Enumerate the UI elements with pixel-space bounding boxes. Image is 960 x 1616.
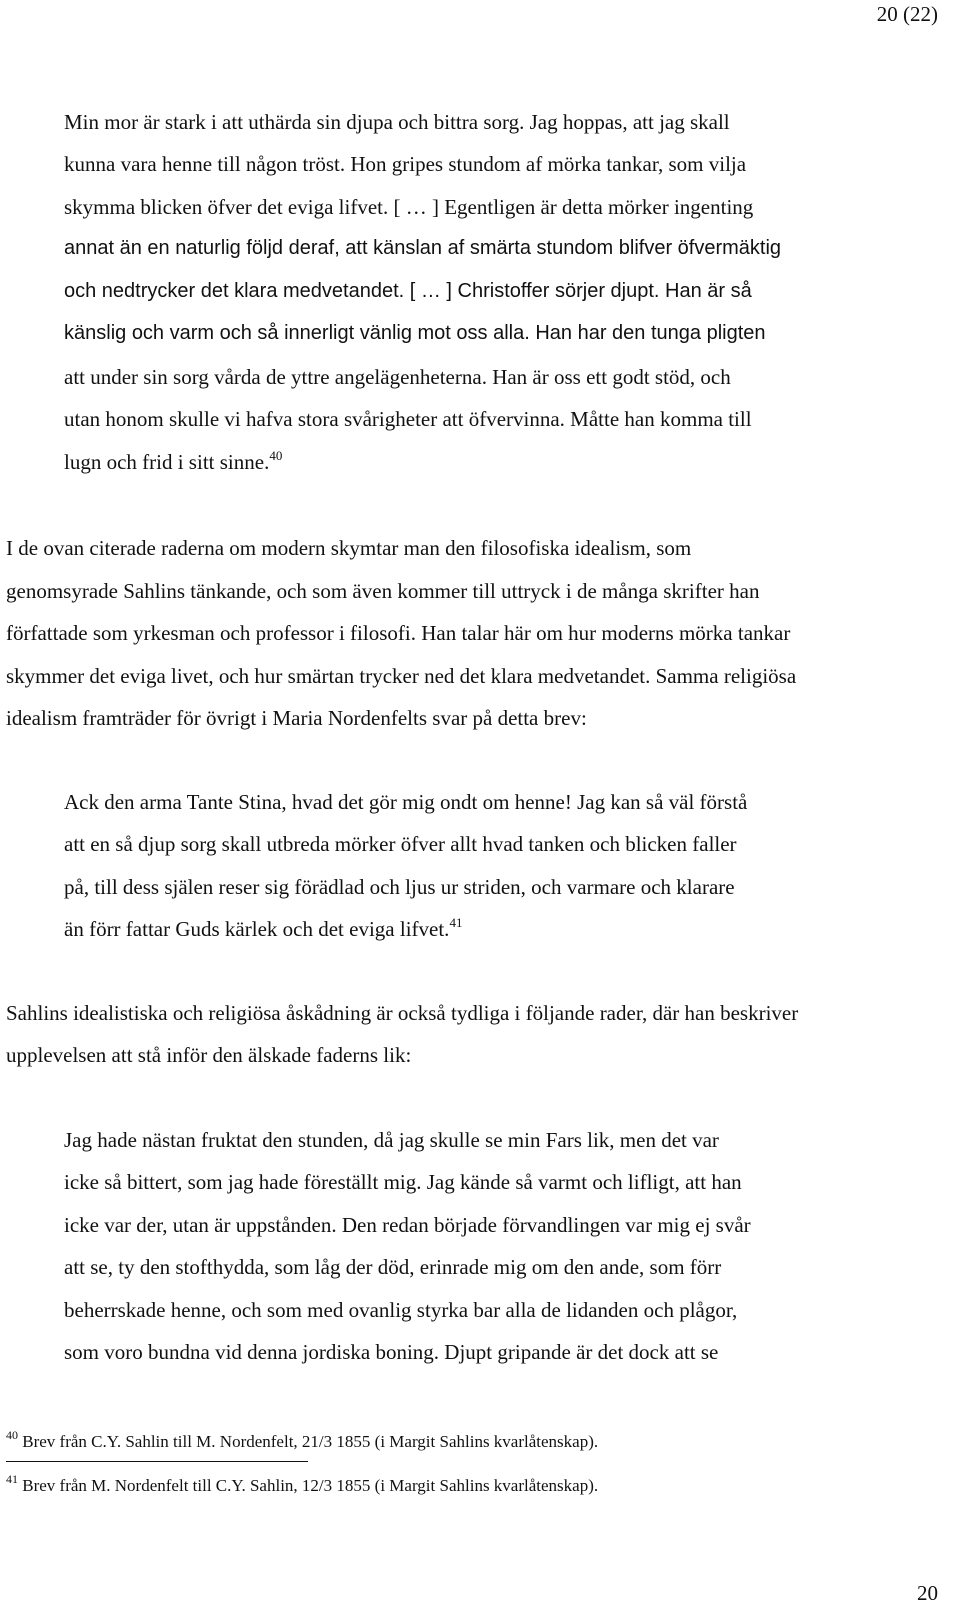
quote-line: beherrskade henne, och som med ovanlig styrka bar alla de lidanden och plågor, [64, 1298, 738, 1322]
quote-line: att under sin sorg vårda de yttre angelägenheterna. Han är oss ett godt stöd, och [64, 365, 731, 389]
footnote-number: 40 [6, 1428, 18, 1442]
body-line: I de ovan citerade raderna om modern skymtar man den filosofiska idealism, som [6, 536, 692, 560]
quote-line: skymma blicken öfver det eviga lifvet. [ … ] Egentligen är detta mörker ingenting [64, 195, 754, 219]
footnote-divider [6, 1461, 308, 1462]
footnote-number: 41 [6, 1472, 18, 1486]
quote-line: och nedtrycker det klara medvetandet. [ … ] Christoffer sörjer djupt. Han är så [64, 280, 752, 302]
quote-line: känslig och varm och så innerligt vänlig mot oss alla. Han har den tunga pligten [64, 322, 766, 344]
quote-line-last [64, 450, 282, 475]
footnote-ref-40[interactable]: 40 [269, 448, 283, 463]
quote-line: icke så bittert, som jag hade föreställt mig. Jag kände så varmt och lifligt, att han [64, 1170, 742, 1194]
body-line: idealism framträder för övrigt i Maria Nordenfelts svar på detta brev: [6, 706, 587, 730]
quote-text: lugn och frid i sitt sinne. [64, 450, 270, 474]
quote-line: som voro bundna vid denna jordiska boning. Djupt gripande är det dock att se [64, 1340, 719, 1364]
body-line: författade som yrkesman och professor i filosofi. Han talar här om hur moderns mörka tankar [6, 621, 791, 645]
quote-line: att se, ty den stofthydda, som låg der död, erinrade mig om den ande, som förr [64, 1255, 722, 1279]
footer-page-number: 20 [917, 1581, 938, 1605]
body-line: Sahlins idealistiska och religiösa åskådning är också tydliga i följande rader, där han beskriver [6, 1001, 799, 1025]
quote-line: utan honom skulle vi hafva stora svårigheter att öfvervinna. Måtte han komma till [64, 407, 752, 431]
body-line: upplevelsen att stå inför den älskade faderns lik: [6, 1043, 412, 1067]
footnote-41 [6, 1472, 599, 1496]
quote-line: Ack den arma Tante Stina, hvad det gör mig ondt om henne! Jag kan så väl förstå [64, 790, 748, 814]
footnote-text: Brev från M. Nordenfelt till C.Y. Sahlin, 12/3 1855 (i Margit Sahlins kvarlåtenskap). [22, 1476, 599, 1495]
quote-line: på, till dess själen reser sig förädlad och ljus ur striden, och varmare och klarare [64, 875, 735, 899]
quote-line: Jag hade nästan fruktat den stunden, då jag skulle se min Fars lik, men det var [64, 1128, 719, 1152]
footnote-text: Brev från C.Y. Sahlin till M. Nordenfelt, 21/3 1855 (i Margit Sahlins kvarlåtenskap). [22, 1432, 599, 1451]
footnote-40 [6, 1428, 599, 1452]
quote-line: annat än en naturlig följd deraf, att känslan af smärta stundom blifver öfvermäktig [64, 237, 782, 259]
quote-line: kunna vara henne till någon tröst. Hon gripes stundom af mörka tankar, som vilja [64, 152, 747, 176]
quote-line-last [64, 917, 462, 942]
quote-line: icke var der, utan är uppstånden. Den redan började förvandlingen var mig ej svår [64, 1213, 751, 1237]
body-line: skymmer det eviga livet, och hur smärtan trycker ned det klara medvetandet. Samma religiösa [6, 664, 797, 688]
quote-line: Min mor är stark i att uthärda sin djupa och bittra sorg. Jag hoppas, att jag skall [64, 110, 730, 134]
footnote-ref-41[interactable]: 41 [449, 915, 463, 930]
quote-line: att en så djup sorg skall utbreda mörker öfver allt hvad tanken och blicken faller [64, 832, 737, 856]
header-page-label: 20 (22) [876, 2, 938, 26]
body-line: genomsyrade Sahlins tänkande, och som även kommer till uttryck i de många skrifter han [6, 579, 760, 603]
quote-text: än förr fattar Guds kärlek och det eviga lifvet. [64, 917, 450, 941]
